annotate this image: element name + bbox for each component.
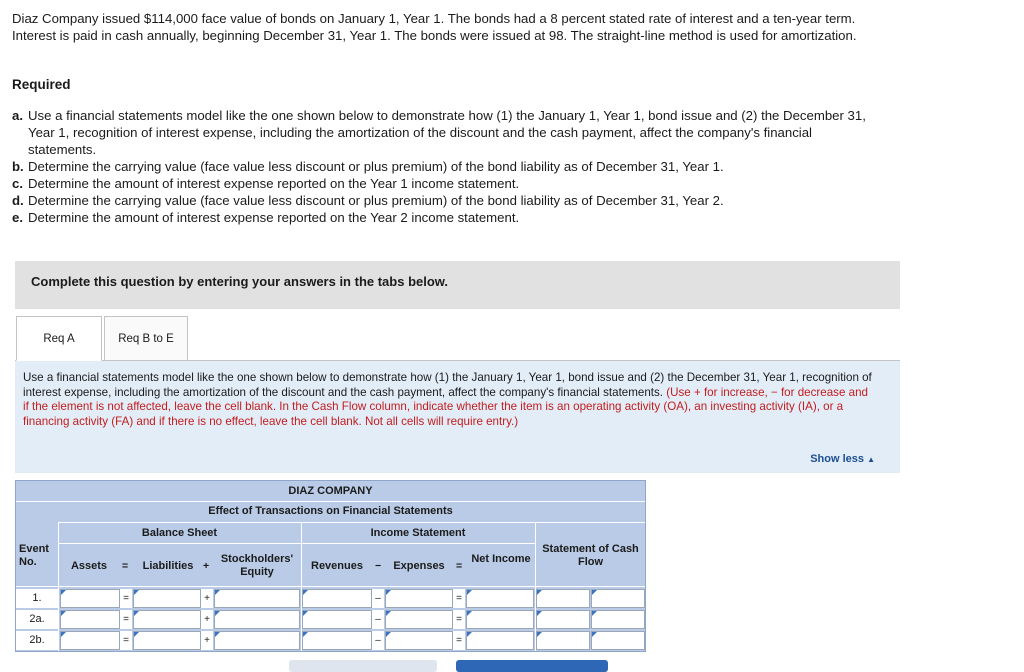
show-less-link[interactable] — [810, 453, 875, 465]
revenues-input[interactable] — [302, 589, 372, 608]
event-number: 2b. — [16, 631, 58, 650]
balance-sheet-heading: Balance Sheet — [141, 527, 218, 539]
show-less-label: Show less — [810, 453, 865, 465]
cash-flow-activity-input[interactable] — [591, 589, 645, 608]
plus-operator: + — [203, 560, 210, 572]
col-expenses: Expenses — [393, 560, 445, 572]
eq-sign: = — [120, 589, 132, 608]
table-row — [16, 610, 645, 630]
col-revenues: Revenues — [311, 560, 363, 572]
liabilities-input[interactable] — [133, 631, 201, 650]
tab-req-b-to-e[interactable]: Req B to E — [104, 316, 188, 361]
problem-statement — [12, 10, 872, 44]
divider — [16, 501, 645, 502]
requirement-b: b. Determine the carrying value (face value less discount or plus premium) of the bond liability as of December 31, Year 1. — [12, 159, 724, 174]
eq-sign: = — [453, 589, 465, 608]
net-income-input[interactable] — [466, 610, 534, 629]
col-net-income: Net Income — [471, 553, 531, 565]
complete-question-text: Complete this question by entering your answers in the tabs below. — [31, 274, 449, 289]
minus-operator: − — [375, 560, 382, 572]
company-name: DIAZ COMPANY — [288, 485, 373, 497]
plus-sign: + — [201, 631, 213, 650]
col-event: Event No. — [19, 543, 49, 568]
requirement-c: c. Determine the amount of interest expense reported on the Year 1 income statement. — [12, 176, 520, 191]
eq-sign: = — [453, 610, 465, 629]
requirements-list — [12, 107, 872, 226]
assets-input[interactable] — [60, 631, 120, 650]
eq-sign: = — [453, 631, 465, 650]
instructions-note: (Use + for increase, − for decrease and if the element is not affected, leave the cell blank. In the Cash Flow column, indicate whether the item is an operating activity (OA), an investing activity (IA), or a financing activity (FA) and if there is no effect, leave the cell blank. Not all cells will require entry.) — [23, 385, 868, 428]
assets-input[interactable] — [60, 589, 120, 608]
liabilities-input[interactable] — [133, 610, 201, 629]
cash-flow-amount-input[interactable] — [536, 589, 590, 608]
divider — [16, 586, 645, 587]
next-button[interactable] — [456, 660, 608, 672]
minus-sign: – — [372, 610, 384, 629]
cash-flow-activity-input[interactable] — [591, 631, 645, 650]
previous-button[interactable] — [289, 660, 437, 672]
cash-flow-amount-input[interactable] — [536, 610, 590, 629]
eq-operator: = — [456, 560, 463, 572]
complete-question-bar — [15, 261, 900, 309]
net-income-input[interactable] — [466, 589, 534, 608]
statement-title: Effect of Transactions on Financial Statements — [208, 505, 453, 517]
col-cash-flow: Statement of Cash Flow — [542, 543, 639, 568]
problem-text: Diaz Company issued $114,000 face value of bonds on January 1, Year 1. The bonds had a 8 percent stated rate of interest and a ten-year term. Interest is paid in cash annually, beginning December 31, Year 1. The bonds were issued at 98. The straight-line method is used for amortization. — [12, 11, 857, 43]
table-row — [16, 631, 645, 651]
instructions-main: Use a financial statements model like the one shown below to demonstrate how (1) the January 1, Year 1, bond issue and (2) the December 31, Year 1, recognition of interest expense, including the amortization of the discount and the cash payment, affect the company's financial statements. — [23, 371, 872, 399]
liabilities-input[interactable] — [133, 589, 201, 608]
revenues-input[interactable] — [302, 610, 372, 629]
income-statement-heading: Income Statement — [370, 527, 466, 539]
divider — [58, 522, 645, 523]
eq-operator: = — [122, 560, 129, 572]
equity-input[interactable] — [214, 631, 300, 650]
col-assets: Assets — [70, 560, 108, 572]
eq-sign: = — [120, 610, 132, 629]
instructions-panel — [15, 361, 900, 473]
equity-input[interactable] — [214, 589, 300, 608]
financial-statements-model — [15, 480, 646, 652]
instructions-text — [23, 371, 873, 429]
revenues-input[interactable] — [302, 631, 372, 650]
plus-sign: + — [201, 589, 213, 608]
expenses-input[interactable] — [385, 589, 453, 608]
triangle-up-icon: ▲ — [867, 455, 875, 464]
required-heading: Required — [12, 77, 71, 92]
assets-input[interactable] — [60, 610, 120, 629]
plus-sign: + — [201, 610, 213, 629]
event-number: 2a. — [16, 610, 58, 629]
divider — [58, 543, 535, 544]
col-liabilities: Liabilities — [142, 560, 194, 572]
equity-input[interactable] — [214, 610, 300, 629]
net-income-input[interactable] — [466, 631, 534, 650]
tab-req-a[interactable]: Req A — [16, 316, 102, 361]
requirement-e: e. Determine the amount of interest expense reported on the Year 2 income statement. — [12, 210, 520, 225]
col-equity: Stockholders' Equity — [220, 553, 294, 578]
requirement-d: d. Determine the carrying value (face value less discount or plus premium) of the bond liability as of December 31, Year 2. — [12, 193, 724, 208]
cash-flow-amount-input[interactable] — [536, 631, 590, 650]
requirement-a: a. Use a financial statements model like the one shown below to demonstrate how (1) the January 1, Year 1, bond issue and (2) the December 31, Year 1, recognition of interest expense, including the amortization of the discount and the cash payment, affect the company's financial statements. — [12, 108, 866, 157]
cash-flow-activity-input[interactable] — [591, 610, 645, 629]
minus-sign: – — [372, 589, 384, 608]
event-number: 1. — [16, 589, 58, 608]
table-row — [16, 589, 645, 609]
expenses-input[interactable] — [385, 631, 453, 650]
expenses-input[interactable] — [385, 610, 453, 629]
eq-sign: = — [120, 631, 132, 650]
minus-sign: – — [372, 631, 384, 650]
